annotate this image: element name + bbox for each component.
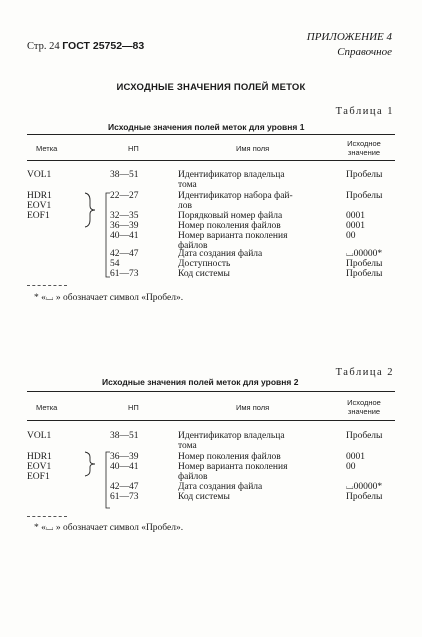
table1-col-field: Имя поля xyxy=(236,144,270,153)
row-label-hdr1: HDR1 xyxy=(27,452,52,462)
appendix-block xyxy=(307,30,392,60)
table-cell-np: 40—41 xyxy=(110,462,139,472)
table-cell-name: Номер поколения файлов xyxy=(178,452,281,462)
table1-np-bracket xyxy=(105,193,111,277)
table1-header-rule xyxy=(27,160,395,161)
table-cell-np: 38—51 xyxy=(110,431,139,441)
table-cell-value: 0001 xyxy=(346,221,365,231)
table-cell-name: файлов xyxy=(178,241,208,251)
table2-header-rule xyxy=(27,420,395,421)
table-cell-value: Пробелы xyxy=(346,492,383,502)
table-cell-np: 42—47 xyxy=(110,249,139,259)
table1-label: Таблица 1 xyxy=(335,106,394,117)
table-cell-name: Доступность xyxy=(178,259,231,269)
space-symbol: ⌴ xyxy=(45,293,54,303)
table1-col-value: Исходное значение xyxy=(347,139,381,157)
table-cell-np: 40—41 xyxy=(110,231,139,241)
table-cell-name: Порядковый номер файла xyxy=(178,211,283,221)
table-cell-np: 32—35 xyxy=(110,211,139,221)
table-cell-np: 61—73 xyxy=(110,492,139,502)
table-cell-value: 0001 xyxy=(346,452,365,462)
table-cell-name: тома xyxy=(178,441,197,451)
table-cell-np: 61—73 xyxy=(110,269,139,279)
row-label-hdr1: HDR1 xyxy=(27,191,52,201)
row-label-eof1: EOF1 xyxy=(27,472,50,482)
table-cell-value: ⌴00000* xyxy=(346,249,383,259)
table1-footnote: * «⌴ » обозначает символ «Пробел». xyxy=(34,293,184,303)
table-cell-value: ⌴00000* xyxy=(346,482,383,492)
table2-col-label: Метка xyxy=(36,403,58,412)
table-cell-value: Пробелы xyxy=(346,191,383,201)
table-cell-value: 00 xyxy=(346,462,356,472)
table1-col-label: Метка xyxy=(36,144,58,153)
table2-footnote: * «⌴ » обозначает символ «Пробел». xyxy=(34,523,184,533)
table-cell-name: Номер поколения файлов xyxy=(178,221,281,231)
standard-number: ГОСТ 25752—83 xyxy=(62,40,145,52)
table2-col-np: НП xyxy=(128,403,139,412)
table-cell-np: 36—39 xyxy=(110,221,139,231)
table-cell-name: лов xyxy=(178,201,192,211)
table2-col-value: Исходное значение xyxy=(347,398,381,416)
row-label-vol1: VOL1 xyxy=(27,170,52,180)
table2-label: Таблица 2 xyxy=(335,367,394,378)
appendix-title: ПРИЛОЖЕНИЕ 4 xyxy=(306,31,392,43)
table2-col-field: Имя поля xyxy=(236,403,270,412)
row-label-eov1: EOV1 xyxy=(27,462,52,472)
table-cell-np: 54 xyxy=(110,259,120,269)
table1-caption: Исходные значения полей меток для уровня 1 xyxy=(108,122,305,132)
space-symbol: ⌴ xyxy=(45,523,54,533)
table-cell-name: Дата создания файла xyxy=(178,249,263,259)
table-cell-name: Идентификатор владельца xyxy=(178,431,285,441)
page-label: Стр. 24 xyxy=(27,41,60,52)
table2-np-bracket xyxy=(105,452,111,508)
table-cell-name: Код системы xyxy=(178,269,230,279)
table1-col-np: НП xyxy=(128,144,139,153)
table2-bottom-dash xyxy=(27,516,67,517)
table-cell-value: Пробелы xyxy=(346,170,383,180)
table-cell-np: 38—51 xyxy=(110,170,139,180)
page-header xyxy=(27,40,144,52)
table-cell-np: 36—39 xyxy=(110,452,139,462)
appendix-subtitle: Справочное xyxy=(337,46,392,58)
row-label-eov1: EOV1 xyxy=(27,201,52,211)
table-cell-name: Номер варианта поколения xyxy=(178,462,288,472)
row-label-eof1: EOF1 xyxy=(27,211,50,221)
table-cell-value: Пробелы xyxy=(346,269,383,279)
table-cell-np: 42—47 xyxy=(110,482,139,492)
table1-top-rule xyxy=(27,134,395,135)
table2-top-rule xyxy=(27,391,395,392)
table-cell-value: Пробелы xyxy=(346,259,383,269)
table-cell-value: Пробелы xyxy=(346,431,383,441)
table-cell-name: тома xyxy=(178,180,197,190)
table1-bottom-dash xyxy=(27,285,67,286)
table-cell-value: 00 xyxy=(346,231,356,241)
row-label-vol1: VOL1 xyxy=(27,431,52,441)
table2-brace xyxy=(84,452,98,476)
table2-caption: Исходные значения полей меток для уровня 2 xyxy=(102,377,299,387)
table-cell-name: Идентификатор владельца xyxy=(178,170,285,180)
table-cell-name: Код системы xyxy=(178,492,230,502)
table-cell-name: Номер варианта поколения xyxy=(178,231,288,241)
table1-brace xyxy=(84,193,98,227)
table-cell-value: 0001 xyxy=(346,211,365,221)
table-cell-name: Идентификатор набора фай- xyxy=(178,191,293,201)
table-cell-name: Дата создания файла xyxy=(178,482,263,492)
table-cell-name: файлов xyxy=(178,472,208,482)
main-title: ИСХОДНЫЕ ЗНАЧЕНИЯ ПОЛЕЙ МЕТОК xyxy=(116,82,306,93)
table-cell-np: 22—27 xyxy=(110,191,139,201)
